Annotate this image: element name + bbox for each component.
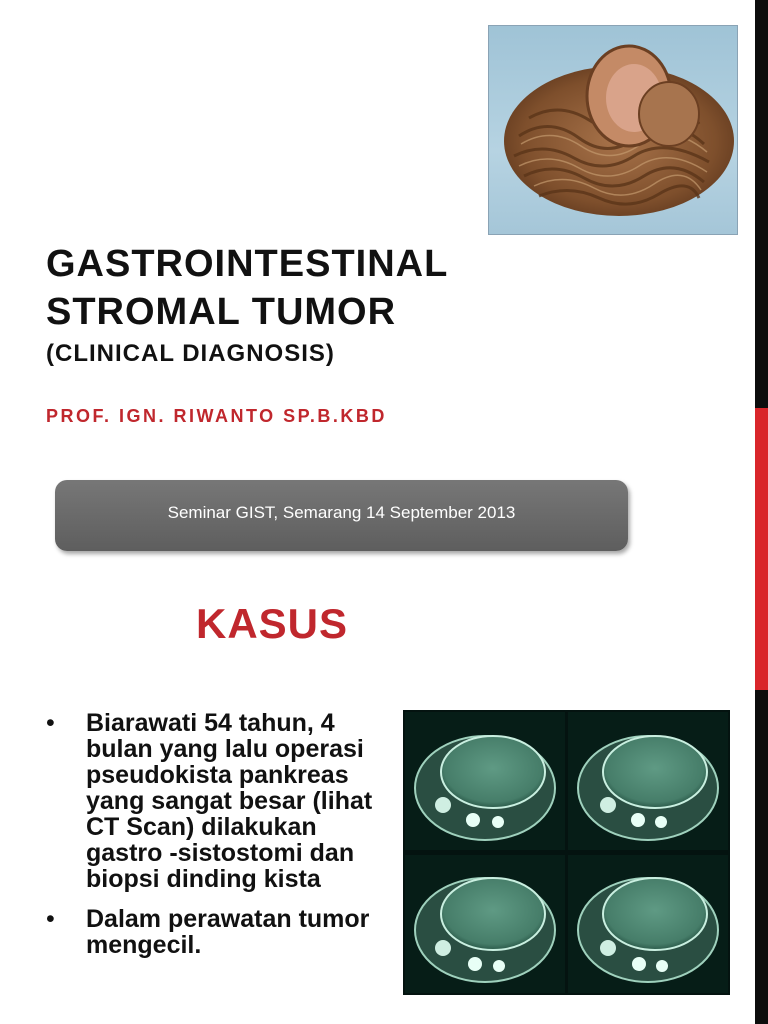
list-item	[46, 710, 376, 892]
section-heading: KASUS	[196, 600, 349, 647]
ct-scan-image	[403, 710, 730, 995]
bullet-icon: •	[46, 905, 55, 933]
seminar-banner	[55, 480, 628, 551]
slide-title	[46, 240, 448, 336]
ct-scan-grid	[403, 710, 730, 995]
title-line-2: STROMAL TUMOR	[46, 291, 397, 333]
slide-subtitle: (CLINICAL DIAGNOSIS)	[46, 340, 335, 367]
author-name: PROF. IGN. RIWANTO SP.B.KBD	[46, 406, 387, 426]
edge-bar-bottom	[755, 690, 768, 1024]
edge-bar-accent	[755, 408, 768, 690]
bullet-icon: •	[46, 709, 55, 737]
ct-slice-2	[568, 712, 728, 850]
banner-text: Seminar GIST, Semarang 14 September 2013	[167, 502, 516, 522]
bullet-text: Dalam perawatan tumor mengecil.	[86, 905, 370, 959]
ct-slice-3	[405, 855, 565, 993]
edge-bar-top	[755, 0, 768, 408]
list-item	[46, 906, 376, 958]
case-bullet-list	[46, 710, 376, 972]
title-line-1: GASTROINTESTINAL	[46, 243, 449, 285]
bullet-text: Biarawati 54 tahun, 4 bulan yang lalu operasi pseudokista pankreas yang sangat besar (lihat CT Scan) dilakukan gastro -sistostomi dan biopsi dinding kista	[86, 709, 373, 893]
specimen-illustration	[489, 26, 738, 235]
ct-slice-4	[568, 855, 728, 993]
ct-slice-1	[405, 712, 565, 850]
gist-specimen-photo	[488, 25, 738, 235]
